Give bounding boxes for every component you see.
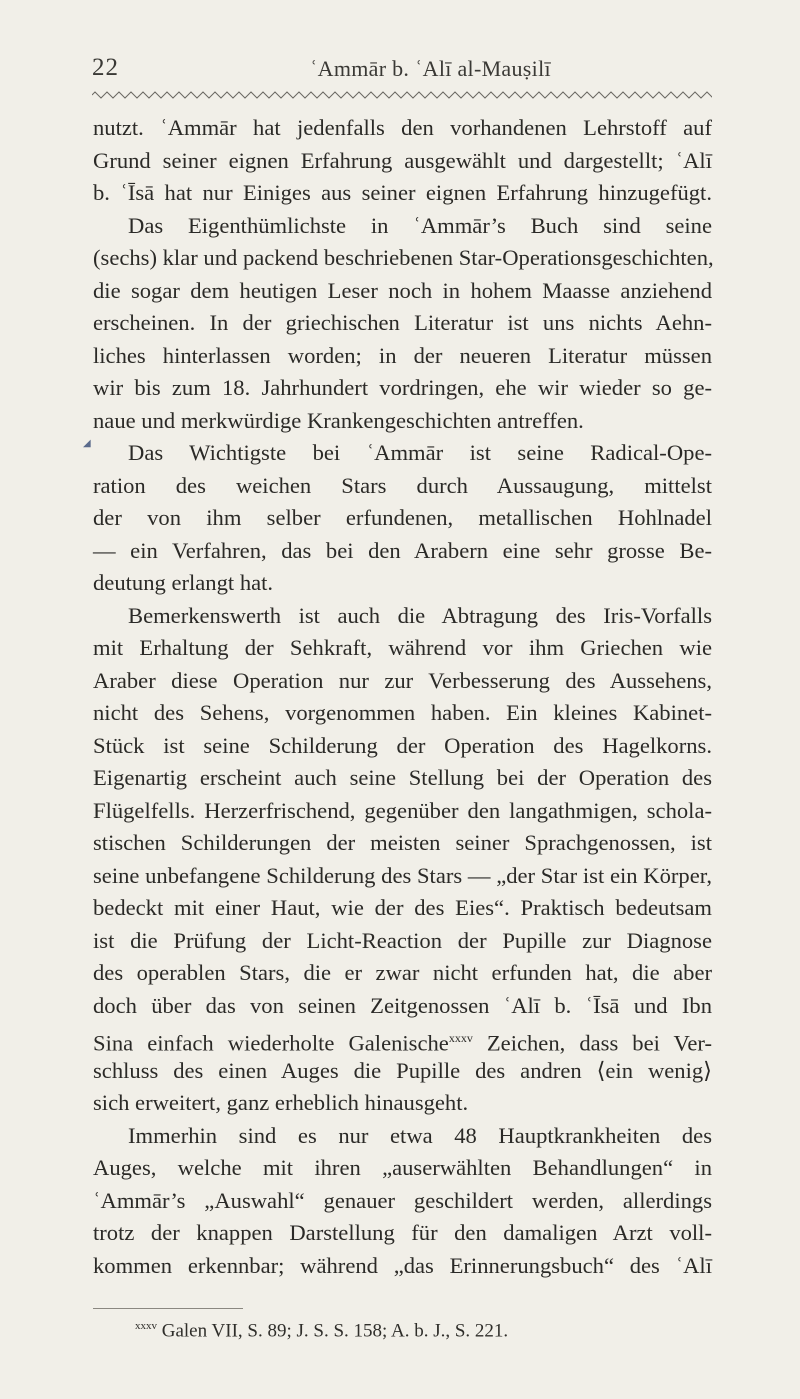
header-ornament-rule [92,90,712,100]
text-line: nutzt. ʿAmmār hat jedenfalls den vorhandenen Lehrstoff auf [93,115,712,140]
text-line: — ein Verfahren, das bei den Arabern eine sehr grosse Be- [93,537,712,563]
text-line: sich erweitert, ganz erheblich hinausgeht. [93,1090,469,1115]
text-line: Stück ist seine Schilderung der Operation des Hagelkorns. [93,732,712,758]
text-line: Araber diese Operation nur zur Verbesserung des Aussehens, [93,667,712,693]
text-line: deutung erlangt hat. [93,570,274,595]
footnote-rule [93,1308,243,1309]
text-line: die sogar dem heutigen Leser noch in hohem Maasse anziehend [93,277,712,303]
text-line: der von ihm selber erfundenen, metallischen Hohlnadel [93,505,712,530]
text-line: wir bis zum 18. Jahrhundert vordringen, ehe wir wieder so ge- [93,375,712,400]
text-line: doch über das von seinen Zeitgenossen ʿAlī b. ʿĪsā und Ibn [93,992,712,1018]
text-line: ist die Prüfung der Licht-Reaction der Pupille zur Diagnose [93,927,712,953]
text-line: Flügelfells. Herzerfrischend, gegenüber den langathmigen, schola- [93,797,712,823]
text-line: mit Erhaltung der Sehkraft, während vor ihm Griechen wie [93,635,712,660]
text-line-with-footnote-ref [93,1022,712,1055]
text-line: naue und merkwürdige Krankengeschichten antreffen. [93,407,584,433]
running-head [92,54,712,88]
text-line: Grund seiner eignen Erfahrung ausgewählt und dargestellt; ʿAlī [93,147,712,173]
text-line: bedeckt mit einer Haut, wie der des Eies“. Praktisch bedeutsam [93,895,712,920]
footnote [135,1320,695,1342]
text-line: seine unbefangene Schilderung des Stars — „der Star ist ein Körper, [93,862,712,888]
footnote-text: Galen VII, S. 89; J. S. S. 158; A. b. J., S. 221. [161,1320,509,1342]
footnote-marker: xxxv [135,1320,157,1332]
text-run: Zeichen, dass bei Ver- [472,1030,712,1056]
text-line: Auges, welche mit ihren „auserwählten Behandlungen“ in [93,1155,712,1180]
text-line: ration des weichen Stars durch Aussaugung, mittelst [93,472,712,498]
text-line: trotz der knappen Darstellung für den damaligen Arzt voll- [93,1220,712,1245]
running-title: ʿAmmār b. ʿAlī al-Mauṣilī [310,56,551,81]
text-line: erscheinen. In der griechischen Literatur ist uns nichts Aehn- [93,310,712,335]
text-line: (sechs) klar und packend beschriebenen Star-Operationsgeschichten, [93,245,714,270]
text-line: kommen erkennbar; während „das Erinnerungsbuch“ des ʿAlī [93,1252,712,1278]
text-line: nicht des Sehens, vorgenommen haben. Ein kleines Kabinet- [93,700,712,725]
text-line: b. ʿĪsā hat nur Einiges aus seiner eignen Erfahrung hinzugefügt. [93,180,712,205]
page-number: 22 [92,54,119,81]
text-line: Das Eigenthümlichste in ʿAmmār’s Buch sind seine [128,212,712,238]
body-text [93,112,712,1282]
text-line: ʿAmmār’s „Auswahl“ genauer geschildert werden, allerdings [93,1187,712,1213]
text-line: Immerhin sind es nur etwa 48 Hauptkrankheiten des [128,1122,712,1148]
text-line: liches hinterlassen worden; in der neueren Literatur müssen [93,342,712,368]
text-run: Sina einfach wiederholte Galenische [93,1030,449,1056]
margin-mark-icon: ◢ [83,438,91,449]
text-line: Bemerkenswerth ist auch die Abtragung des Iris-Vorfalls [128,602,712,628]
text-line: stischen Schilderungen der meisten seiner Sprachgenossen, ist [93,830,712,855]
footnote-reference[interactable]: xxxv [448,1031,473,1045]
text-line: des operablen Stars, die er zwar nicht erfunden hat, die aber [93,960,712,985]
text-line: schluss des einen Auges die Pupille des andren ⟨ein wenig⟩ [93,1057,712,1083]
text-line: Eigenartig erscheint auch seine Stellung bei der Operation des [93,765,712,790]
text-line: Das Wichtigste bei ʿAmmār ist seine Radical-Ope- [128,440,712,465]
